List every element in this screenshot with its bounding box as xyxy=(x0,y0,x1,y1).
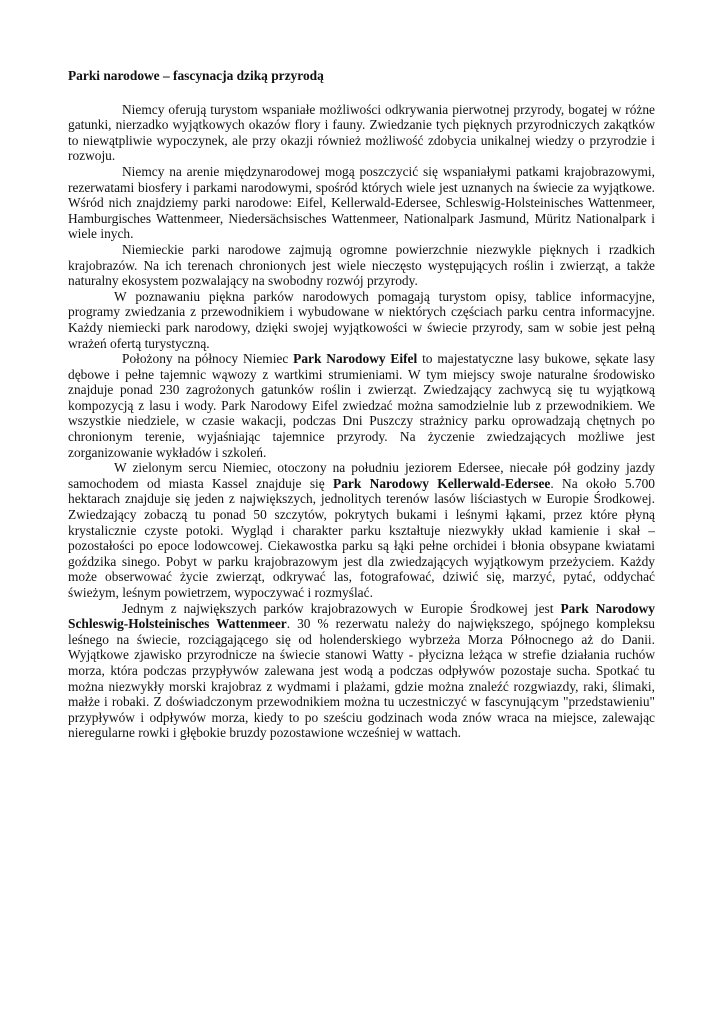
kellerwald-text-pre: W zielonym sercu Niemiec, otoczony na południu jeziorem Edersee, niecałe pół godziny jazdy samochodem od miasta Kassel znajduje się xyxy=(68,460,655,491)
paragraph-kellerwald xyxy=(68,460,655,600)
paragraph-intro: Niemcy oferują turystom wspaniałe możliwości odkrywania pierwotnej przyrody, bogatej w różne gatunki, nierzadko wyjątkowych okazów flory i fauny. Zwiedzanie tych pięknych przyrodniczych zakątków to niewątpliwie wypoczynek, ale przy okazji również możliwość zdobycia unikalnej wiedzy o przyrodzie i rozwoju. xyxy=(68,101,655,164)
eifel-park-name: Park Narodowy Eifel xyxy=(293,351,418,367)
kellerwald-text-post: . Na około 5.700 hektarach znajduje się jeden z największych, jednolitych terenów lasów liściastych w Europie Środkowej. Zwiedzający zobaczą tu ponad 50 szczytów, pokrytych bukami i leśnymi łąkami, przez które płyną krystalicznie czyste potoki. Wygląd i charakter parku kształtuje niezwykły układ kamienie i skał – pozostałości po epoce lodowcowej. Ciekawostka parku są łąki pełne orchidei i błonia obsypane kwiatami goździka sinego. Pobyt w parku krajobrazowym jest dla zwiedzających wyjątkowym przeżyciem. Każdy może obserwować życie zwierząt, odkrywać las, fotografować, dziwić się, marzyć, pytać, oddychać świeżym, leśnym powietrzem, wypoczywać i rozmyślać. xyxy=(68,475,655,600)
paragraph-parks-list: Niemcy na arenie międzynarodowej mogą poszczycić się wspaniałymi patkami krajobrazowymi, rezerwatami biosfery i parkami narodowymi, spośród których wiele jest uznanych na świecie za wyjątkowe. Wśród nich znajdziemy parki narodowe: Eifel, Kellerwald-Edersee, Schleswig-Holsteinisches Wattenmeer, Hamburgisches Wattenmeer, Niedersächsisches Wattenmeer, Nationalpark Jasmund, Müritz Nationalpark i wiele inych. xyxy=(68,163,655,242)
kellerwald-park-name: Park Narodowy Kellerwald-Edersee xyxy=(333,475,551,491)
document-title: Parki narodowe – fascynacja dziką przyrodą xyxy=(68,68,324,83)
eifel-text-pre: Położony na północy Niemiec xyxy=(122,351,294,367)
paragraph-landscapes: Niemieckie parki narodowe zajmują ogromne powierzchnie niezwykle pięknych i rzadkich krajobrazów. Na ich terenach chronionych jest wiele nieczęsto występujących roślin i zwierząt, a także naturalny ekosystem pozwalający na swobodny rozwój przyrody. xyxy=(68,241,655,289)
wattenmeer-text-pre: Jednym z największych parków krajobrazowych w Europie Środkowej jest xyxy=(122,600,561,616)
paragraph-tourism-info: W poznawaniu piękna parków narodowych pomagają turystom opisy, tablice informacyjne, programy zwiedzania z przewodnikiem i wybudowane w niektórych częściach parku centra informacyjne. Każdy niemiecki park narodowy, dzięki swojej wyjątkowości w świecie przyrody, sam w sobie jest pełną wrażeń ofertą turystyczną. xyxy=(68,288,655,351)
paragraph-wattenmeer xyxy=(68,601,655,741)
document-page xyxy=(68,68,655,741)
wattenmeer-park-name: Park Narodowy Schleswig-Holsteinisches Wattenmeer xyxy=(68,600,655,632)
eifel-text-post: to majestatyczne lasy bukowe, sękate lasy dębowe i pełne tajemnic wąwozy z wartkimi strumieniami. W tym miejscy swoje naturalne środowisko znajduje ponad 230 zagrożonych gatunków roślin i zwierząt. Zwiedzający zachwycą się tu wyjątkową kompozycją z lasu i wody. Park Narodowy Eifel zwiedzać można samodzielnie lub z przewodnikiem. We wszystkie niedziele, w czasie wakacji, podczas Dni Puszczy strażnicy parku oprowadzają chętnych po chronionym terenie, wyjaśniając tajemnice przyrody. Na życzenie zwiedzających możliwe jest zorganizowanie wykładów i szkoleń. xyxy=(68,351,655,460)
wattenmeer-text-post: . 30 % rezerwatu należy do największego, spójnego kompleksu leśnego na świecie, rozciągającego się od holenderskiego wybrzeża Morza Północnego aż do Danii. Wyjątkowe zjawisko przyrodnicze na świecie stanowi Watty - płycizna leżąca w strefie działania ruchów morza, która podczas przypływów zalewana jest wodą a podczas odpływów pozostaje sucha. Spotkać tu można niezwykły morski krajobraz z wydmami i plażami, gdzie można znaleźć rozgwiazdy, raki, ślimaki, małże i robaki. Z doświadczonym przewodnikiem można tu uczestniczyć w fascynującym "przedstawieniu" przypływów i odpływów morza, kiedy to po sześciu godzinach woda znów wraca na miejsce, zalewając nieregularne rowki i głębokie bruzdy pozostawione wcześniej w wattach. xyxy=(68,616,655,741)
paragraph-eifel xyxy=(68,351,655,460)
